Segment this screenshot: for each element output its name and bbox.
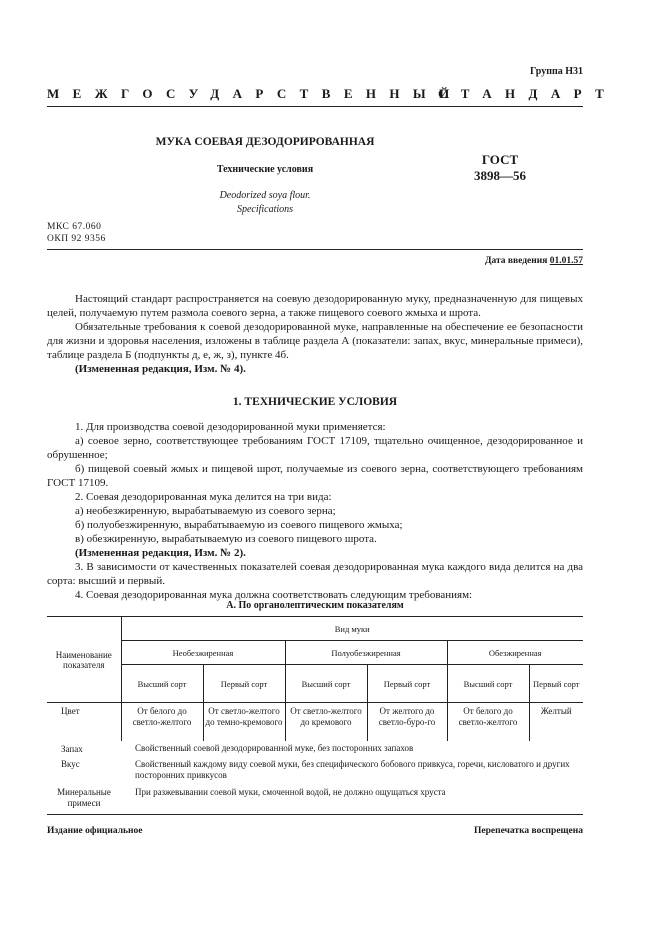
row-name: Вкус xyxy=(61,758,80,769)
table-cell: От белого до светло-желтого xyxy=(121,703,203,741)
table-cell: Желтый xyxy=(529,703,583,741)
section-body xyxy=(47,420,583,602)
table-row xyxy=(47,741,583,757)
group-code: Группа Н31 xyxy=(530,66,583,77)
intro-date-label: Дата введения xyxy=(484,256,548,266)
intro-paragraph-1: Настоящий стандарт распространяется на соевую дезодорированную муку, предназначенную для пищевых целей, получаемую путем размола соевого зерна, а также пищевого соевого жмыха и шрота. xyxy=(47,293,583,319)
okp-code: ОКП 92 9356 xyxy=(47,234,106,244)
grade-header: Высший сорт xyxy=(121,665,203,703)
clause-2b: б) полуобезжиренную, вырабатываемую из соевого пищевого жмыха; xyxy=(75,519,403,531)
table-row xyxy=(47,785,583,815)
type-header-2: Полуобезжиренная xyxy=(285,641,447,665)
intro-section xyxy=(47,292,583,376)
grade-header: Высший сорт xyxy=(447,665,529,703)
intro-amendment: (Измененная редакция, Изм. № 4). xyxy=(75,363,246,375)
organoleptic-table xyxy=(47,616,583,815)
clause-1: 1. Для производства соевой дезодорированной муки применяется: xyxy=(75,421,386,433)
footer-official-edition: Издание официальное xyxy=(47,826,143,836)
clause-3: 3. В зависимости от качественных показателей соевая дезодорированная мука каждого вида делится на два сорта: высший и первый. xyxy=(47,561,583,587)
english-title: Deodorized soya flour. xyxy=(219,190,311,201)
clause-4: 4. Соевая дезодорированная мука должна соответствовать следующим требованиям: xyxy=(75,589,473,601)
intro-date-value: 01.01.57 xyxy=(549,256,583,266)
intro-paragraph-2: Обязательные требования к соевой дезодорированной муке, направленные на обеспечение ее безопасности для жизни и здоровья населения, изложены в таблице раздела А (показатели: запах, вкус, минеральные примеси), таблице раздела Б (подпункты д, е, ж, з), пункте 4б. xyxy=(47,321,583,361)
document-title: МУКА СОЕВАЯ ДЕЗОДОРИРОВАННАЯ xyxy=(155,136,375,148)
mks-code: МКС 67.060 xyxy=(47,222,102,232)
table-header-name: Наименование показателя xyxy=(47,617,121,703)
table-cell: От желтого до светло-буро-го xyxy=(367,703,447,741)
grade-header: Высший сорт xyxy=(285,665,367,703)
footer-reprint-notice: Перепечатка воспрещена xyxy=(473,826,583,836)
table-cell: При разжевывании соевой муки, смоченной водой, не должно ощущаться хруста xyxy=(121,785,583,815)
codes-rule xyxy=(47,249,583,250)
table-caption: А. По органолептическим показателям xyxy=(226,600,404,611)
table-cell: От белого до светло-желтого xyxy=(447,703,529,741)
grade-header: Первый сорт xyxy=(203,665,285,703)
type-header-3: Обезжиренная xyxy=(447,641,583,665)
standard-type-right: СТАНДАРТ xyxy=(438,86,618,101)
table-cell: Свойственный соевой дезодорированной муке, без посторонних запахов xyxy=(135,743,414,753)
clause-2: 2. Соевая дезодорированная мука делится на три вида: xyxy=(75,491,332,503)
table-row xyxy=(47,757,583,785)
clause-2-amendment: (Измененная редакция, Изм. № 2). xyxy=(75,547,246,559)
gost-number: 3898—56 xyxy=(474,168,526,183)
table-row xyxy=(47,703,583,741)
document-subtitle: Технические условия xyxy=(216,164,314,175)
gost-label: ГОСТ xyxy=(481,152,519,167)
table-cell: Свойственный каждому виду соевой муки, без специфического бобового привкуса, горечи, кисловатого и других посторонних привкусов xyxy=(135,758,570,780)
section-title: 1. ТЕХНИЧЕСКИЕ УСЛОВИЯ xyxy=(232,396,398,408)
clause-1a: а) соевое зерно, соответствующее требованиям ГОСТ 17109, тщательно очищенное, дезодорированное и обрушенное; xyxy=(47,435,583,461)
grade-header: Первый сорт xyxy=(529,665,583,703)
row-name: Запах xyxy=(61,743,83,754)
table-header-group: Вид муки xyxy=(121,617,583,641)
clause-2c: в) обезжиренную, вырабатываемую из соевого пищевого шрота. xyxy=(75,533,377,545)
grade-header: Первый сорт xyxy=(367,665,447,703)
clause-1b: б) пищевой соевый жмых и пищевой шрот, получаемые из соевого зерна, соответствующего требованиям ГОСТ 17109. xyxy=(47,463,583,489)
clause-2a: а) необезжиренную, вырабатываемую из соевого зерна; xyxy=(75,505,336,517)
table-cell: От светло-желтого до темно-кремового xyxy=(203,703,285,741)
table-cell: От светло-желтого до кремового xyxy=(285,703,367,741)
row-name: Цвет xyxy=(61,706,80,716)
type-header-1: Необезжиренная xyxy=(121,641,285,665)
english-subtitle: Specifications xyxy=(236,204,294,215)
standard-type-left: МЕЖГОСУДАРСТВЕННЫЙ xyxy=(47,86,463,101)
header-rule xyxy=(47,106,583,107)
row-name: Минеральные примеси xyxy=(47,785,121,815)
intro-date xyxy=(485,256,583,266)
